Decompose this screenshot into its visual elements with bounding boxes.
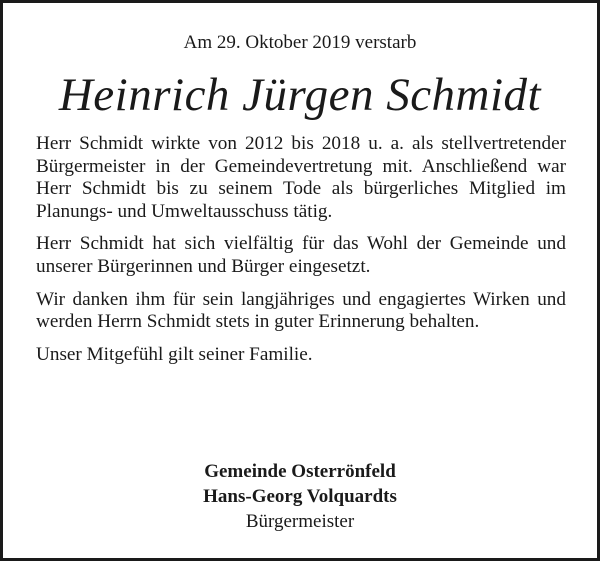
notice-body	[36, 133, 566, 366]
paragraph-thanks: Wir danken ihm für sein langjähriges und engagiertes Wirken und werden Herrn Schmidt stets in guter Erinnerung behalten.	[36, 288, 566, 333]
signature-block	[3, 459, 597, 534]
signature-person: Hans-Georg Volquardts	[203, 486, 397, 507]
paragraph-career: Herr Schmidt wirkte von 2012 bis 2018 u. a. als stellvertretender Bürgermeister in der Gemeindevertretung mit. Anschließend war Herr Schmidt bis zu seinem Tode als bürgerliches Mitglied im Planungs- und Umweltausschuss tätig.	[36, 133, 566, 222]
deceased-name: Heinrich Jürgen Schmidt	[58, 69, 542, 121]
signature-role: Bürgermeister	[245, 511, 355, 532]
intro-line: Am 29. Oktober 2019 verstarb	[183, 32, 417, 53]
paragraph-commitment: Herr Schmidt hat sich vielfältig für das Wohl der Gemeinde und unserer Bürgerinnen und Bürger eingesetzt.	[36, 233, 566, 277]
paragraph-condolence: Unser Mitgefühl gilt seiner Familie.	[36, 343, 313, 365]
signature-organization: Gemeinde Osterrönfeld	[204, 461, 396, 482]
